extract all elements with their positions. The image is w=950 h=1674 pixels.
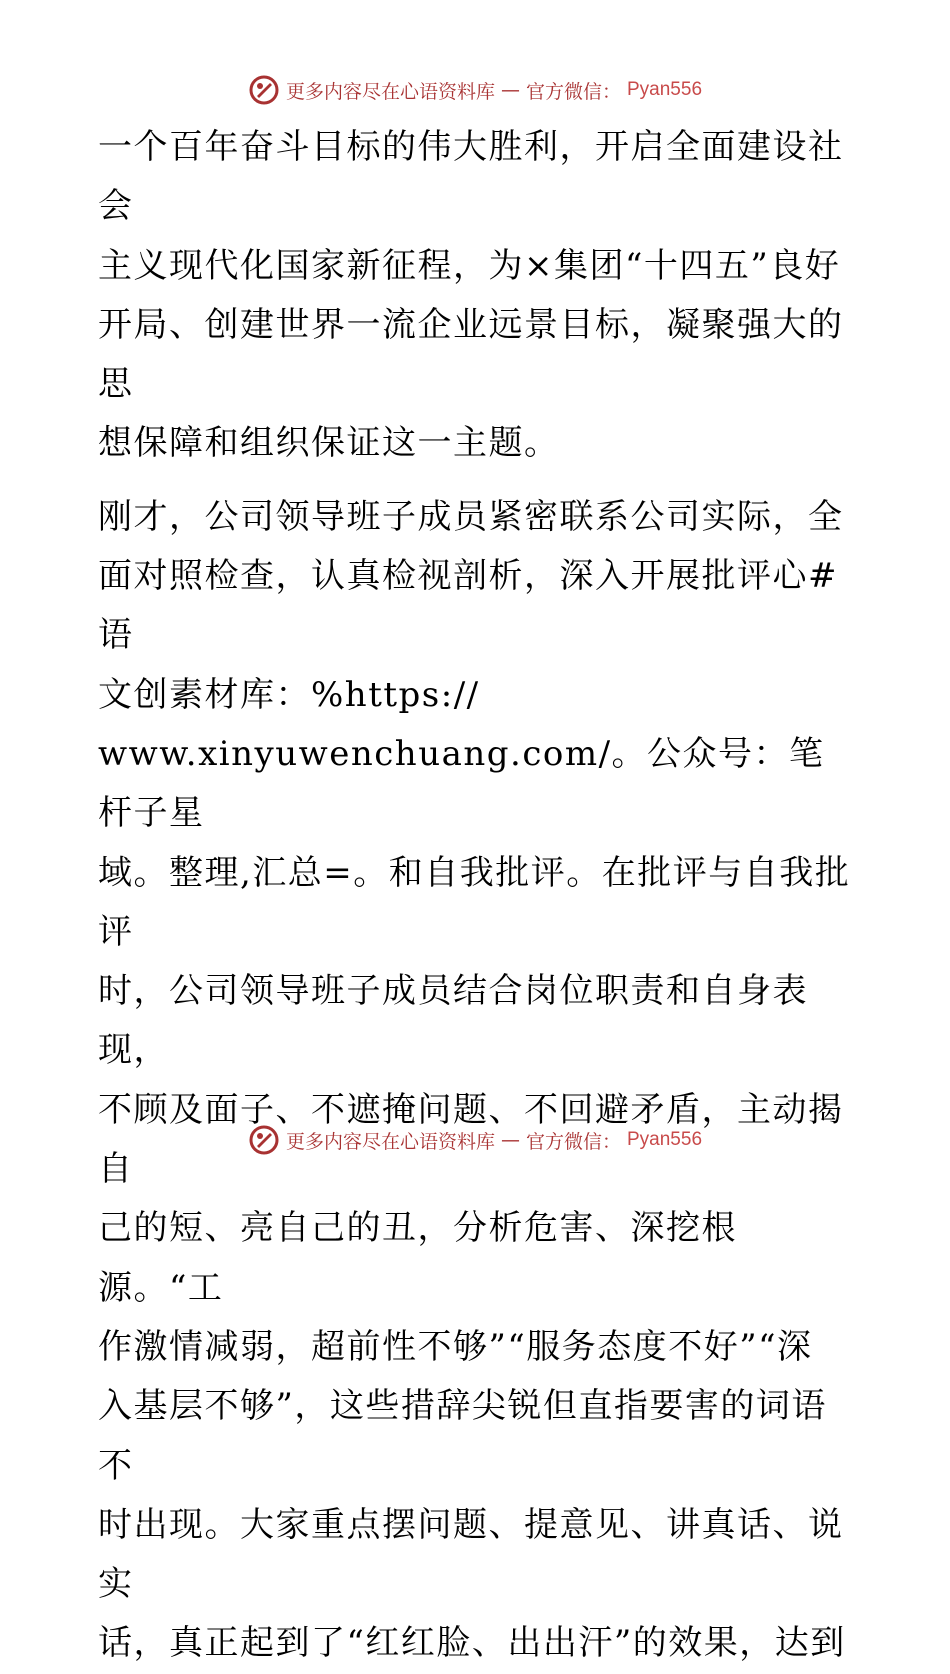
- watermark-separator: —: [500, 1129, 520, 1151]
- watermark-wechat-id: Pyan556: [627, 79, 703, 100]
- watermark-separator: —: [500, 79, 520, 101]
- watermark-label: 官方微信：: [525, 1130, 621, 1153]
- paragraph: 一个百年奋斗目标的伟大胜利，开启全面建设社会 主义现代化国家新征程，为×集团“十四五”良好 开局、创建世界一流企业远景目标，凝聚强大的思 想保障和组织保证这一主题。: [98, 127, 844, 464]
- brand-logo-icon: [248, 74, 280, 106]
- watermark-site-name: 更多内容尽在心语资料库: [285, 80, 495, 103]
- document-body: [98, 118, 858, 1674]
- footer-watermark: [0, 1120, 950, 1160]
- watermark-site-name: 更多内容尽在心语资料库: [285, 1130, 495, 1153]
- watermark-wechat-id: Pyan556: [627, 1129, 703, 1150]
- brand-logo-icon: [248, 1124, 280, 1156]
- header-watermark: [0, 70, 950, 110]
- paragraph: 刚才，公司领导班子成员紧密联系公司实际，全 面对照检查，认真检视剖析，深入开展批评心#语 文创素材库：%https:// www.xinyuwenchuang.com/。公众号：笔杆子星 域。整理,汇总=。和自我批评。在批评与自我批评 时，公司领导班子成员结合岗位职责和自身表现， 不顾及面子、不遮掩问题、不回避矛盾，主动揭自 己的短、亮自己的丑，分析危害、深挖根源。“工 作激情减弱，超前性不够”“服务态度不好”“深 入基层不够”，这些措辞尖锐但直指要害的词语不 时出现。大家重点摆问题、提意见、讲真话、说实 话，真正起到了“红红脸、出出汗”的效果，达到: [98, 496, 851, 1664]
- watermark-label: 官方微信：: [525, 80, 621, 103]
